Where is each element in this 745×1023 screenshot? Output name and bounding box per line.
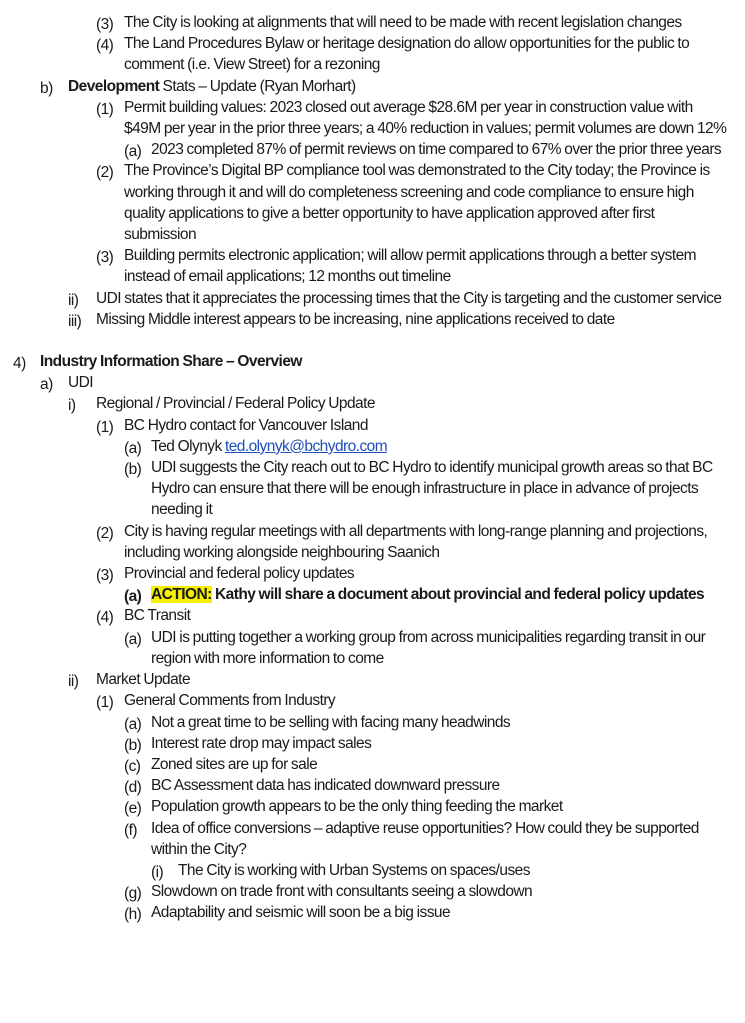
list-item-text: Regional / Provincial / Federal Policy Update xyxy=(96,395,375,413)
list-item-text: 2023 completed 87% of permit reviews on time compared to 67% over the prior three years xyxy=(151,141,722,159)
list-item-text: Stats – Update (Ryan Morhart) xyxy=(159,77,356,95)
section-heading-industry-information-share xyxy=(0,351,729,372)
list-item xyxy=(0,288,729,309)
list-marker: (e) xyxy=(124,800,142,818)
list-item-text: Interest rate drop may impact sales xyxy=(151,734,372,752)
list-item-text: BC Hydro contact for Vancouver Island xyxy=(124,416,368,434)
action-highlight-label: ACTION: xyxy=(151,586,212,604)
list-item xyxy=(0,881,729,902)
section-heading-development-stats xyxy=(0,76,729,97)
list-item-text: General Comments from Industry xyxy=(124,692,336,710)
list-marker: (4) xyxy=(96,37,114,55)
list-item xyxy=(0,690,729,711)
list-item-text: Slowdown on trade front with consultants seeing a slowdown xyxy=(151,883,533,901)
list-item xyxy=(0,393,729,414)
list-item-text: BC Transit xyxy=(124,607,191,625)
list-item-text: Idea of office conversions – adaptive reuse opportunities? How could they be supported within the City? xyxy=(151,819,699,858)
list-item xyxy=(0,627,729,669)
list-item-text: Zoned sites are up for sale xyxy=(151,755,318,773)
list-marker: (h) xyxy=(124,906,142,924)
list-item xyxy=(0,139,729,160)
list-item xyxy=(0,796,729,817)
list-item-text: Permit building values: 2023 closed out average $28.6M per year in construction value with $49M per year in the prior three years; a 40% reduction in values; permit volumes are down 12% xyxy=(124,98,727,138)
list-marker: (f) xyxy=(124,821,137,839)
list-marker: (3) xyxy=(96,567,114,585)
list-item xyxy=(0,818,729,860)
action-item xyxy=(0,584,729,605)
list-marker: a) xyxy=(40,376,53,394)
list-marker: (g) xyxy=(124,885,142,903)
list-item-text: The Land Procedures Bylaw or heritage designation do allow opportunities for the public to comment (i.e. View Street) for a rezoning xyxy=(124,35,690,74)
list-item xyxy=(0,160,729,245)
list-item-text: City is having regular meetings with all departments with long-range planning and projections, including working alongside neighbouring Saanich xyxy=(124,522,708,561)
list-item-text: Ted Olynyk xyxy=(151,437,225,455)
list-item xyxy=(0,245,729,287)
action-item-text: Kathy will share a document about provincial and federal policy updates xyxy=(211,586,705,604)
list-marker: (a) xyxy=(124,588,142,606)
list-item xyxy=(0,605,729,626)
list-item xyxy=(0,775,729,796)
list-marker: (c) xyxy=(124,757,141,775)
list-item-text: The Province’s Digital BP compliance tool was demonstrated to the City today; the Province is working through it and will do completeness screening and code compliance to ensure high quality applications to give a better opportunity to have application approved after first submission xyxy=(124,162,710,244)
list-item xyxy=(0,712,729,733)
list-item xyxy=(0,733,729,754)
list-marker: (a) xyxy=(124,439,142,457)
list-marker: (2) xyxy=(96,164,114,182)
bold-lead-text: Development xyxy=(68,77,160,95)
list-marker: (3) xyxy=(96,249,114,267)
list-item xyxy=(0,669,729,690)
list-item xyxy=(0,97,729,139)
list-marker: (b) xyxy=(124,461,142,479)
list-marker: b) xyxy=(40,79,53,97)
email-link[interactable]: ted.olynyk@bchydro.com xyxy=(224,437,388,455)
list-item-text: UDI xyxy=(68,374,94,392)
list-marker: (1) xyxy=(96,418,114,436)
list-item xyxy=(0,754,729,775)
list-item-text: Not a great time to be selling with facing many headwinds xyxy=(151,713,511,731)
list-item-text: UDI suggests the City reach out to BC Hydro to identify municipal growth areas so that BC Hydro can ensure that there will be enough infrastructure in place in advance of projects needing it xyxy=(151,459,713,519)
section-heading-text: Industry Information Share – Overview xyxy=(40,353,302,371)
list-item xyxy=(0,372,729,393)
list-item xyxy=(0,12,729,33)
list-item xyxy=(0,436,729,457)
list-marker: ii) xyxy=(68,291,79,309)
list-marker: ii) xyxy=(68,673,79,691)
paragraph-spacer xyxy=(0,330,745,351)
list-marker: (b) xyxy=(124,736,142,754)
list-item xyxy=(0,309,729,330)
list-marker: (a) xyxy=(124,630,142,648)
list-item xyxy=(0,415,729,436)
list-marker: iii) xyxy=(68,312,82,330)
list-item-text: Adaptability and seismic will soon be a big issue xyxy=(151,904,451,922)
list-item xyxy=(0,521,729,563)
list-item xyxy=(0,860,729,881)
list-marker: i) xyxy=(68,397,76,415)
list-item-text: Missing Middle interest appears to be increasing, nine applications received to date xyxy=(96,310,615,328)
list-item-text: Provincial and federal policy updates xyxy=(124,565,355,583)
list-marker: (4) xyxy=(96,609,114,627)
list-marker: 4) xyxy=(13,355,26,373)
list-item-text: The City is working with Urban Systems on spaces/uses xyxy=(178,861,530,879)
list-marker: (i) xyxy=(151,863,164,881)
list-item-text: UDI states that it appreciates the processing times that the City is targeting and the customer service xyxy=(96,289,722,307)
list-item xyxy=(0,563,729,584)
list-marker: (3) xyxy=(96,16,114,33)
list-item xyxy=(0,457,729,521)
list-item-text: Building permits electronic application; will allow permit applications through a better system instead of email applications; 12 months out timeline xyxy=(124,247,697,286)
list-marker: (a) xyxy=(124,143,142,161)
list-item-text: UDI is putting together a working group from across municipalities regarding transit in our region with more information to come xyxy=(151,628,706,667)
list-item-text: Market Update xyxy=(96,671,191,689)
list-marker: (1) xyxy=(96,100,114,118)
list-item xyxy=(0,902,729,923)
list-item-text: The City is looking at alignments that will need to be made with recent legislation changes xyxy=(124,14,682,31)
list-item xyxy=(0,33,729,75)
list-item-text: Population growth appears to be the only thing feeding the market xyxy=(151,798,563,816)
list-marker: (2) xyxy=(96,524,114,542)
list-marker: (1) xyxy=(96,694,114,712)
list-marker: (a) xyxy=(124,715,142,733)
list-marker: (d) xyxy=(124,779,142,797)
list-item-text: BC Assessment data has indicated downward pressure xyxy=(151,777,500,795)
